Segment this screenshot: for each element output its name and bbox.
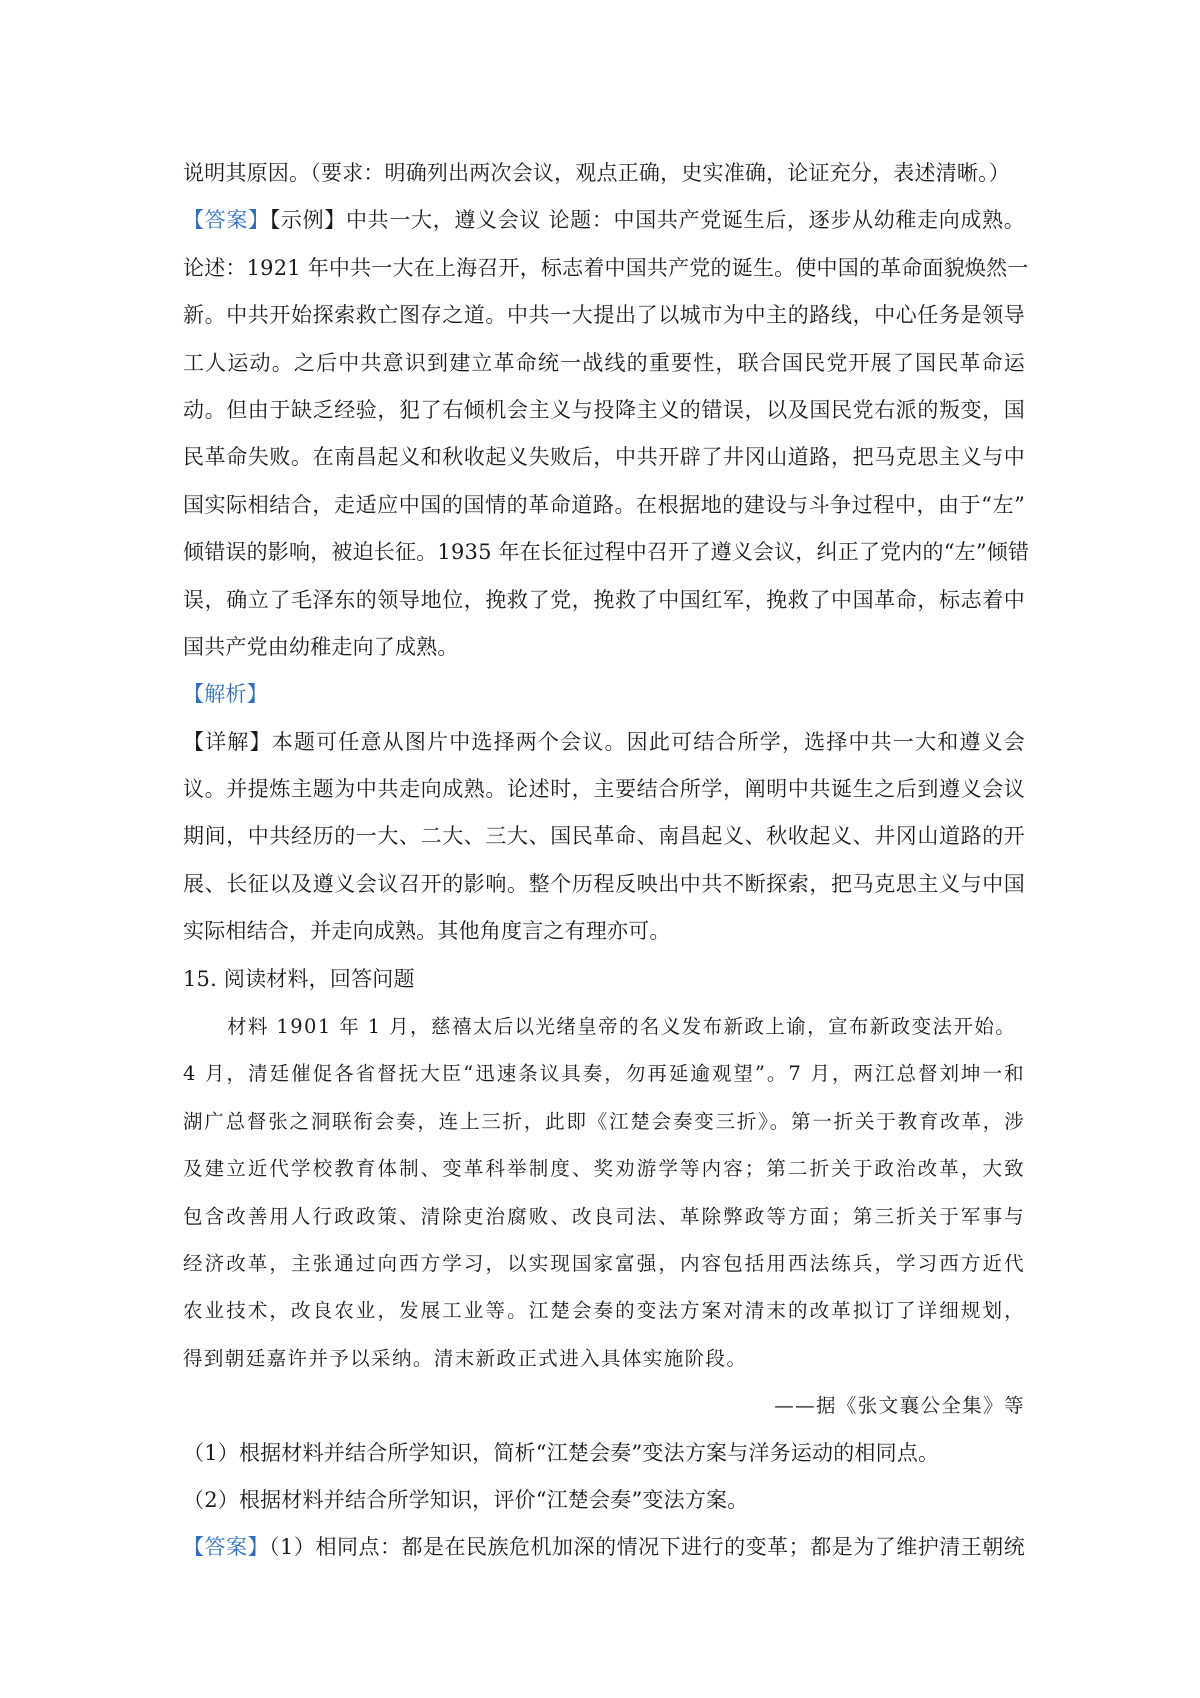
analysis-tag: 【解析】 <box>183 682 268 707</box>
material-source: ——据《张文襄公全集》等 <box>774 1394 1025 1418</box>
answer-tag: 【答案】 <box>183 1535 270 1560</box>
text-line: 误，确立了毛泽东的领导地位，挽救了党，挽救了中国红军，挽救了中国革命，标志着中 <box>183 587 1025 612</box>
material-line: 湖广总督张之洞联衔会奏，连上三折，此即《江楚会奏变三折》。第一折关于教育改革，涉 <box>183 1109 1025 1133</box>
answer-line <box>183 197 1025 244</box>
sub-question-1: （1）根据材料并结合所学知识，简析“江楚会奏”变法方案与洋务运动的相同点。 <box>183 1440 940 1465</box>
text-line: 国共产党由幼稚走向了成熟。 <box>183 634 459 659</box>
text-line: 【详解】本题可任意从图片中选择两个会议。因此可结合所学，选择中共一大和遵义会 <box>183 729 1025 754</box>
answer-tag: 【答案】 <box>183 208 270 233</box>
text-line: 实际相结合，并走向成熟。其他角度言之有理亦可。 <box>183 919 671 944</box>
material-line: 包含改善用人行政政策、清除吏治腐败、改良司法、革除弊政等方面；第三折关于军事与 <box>183 1204 1025 1228</box>
text-line: 倾错误的影响，被迫长征。1935 年在长征过程中召开了遵义会议，纠正了党内的“左”倾错 <box>183 540 1030 565</box>
material-line: 得到朝廷嘉许并予以采纳。清末新政正式进入具体实施阶段。 <box>183 1346 748 1370</box>
material-line: 农业技术，改良农业，发展工业等。江楚会奏的变法方案对清末的改革拟订了详细规划， <box>183 1299 1025 1323</box>
document-page <box>183 150 1030 1572</box>
material-line: 材料 1901 年 1 月，慈禧太后以光绪皇帝的名义发布新政上谕，宣布新政变法开始。 <box>227 1015 1017 1039</box>
question-15-heading: 15. 阅读材料，回答问题 <box>183 966 415 991</box>
text-line: 国实际相结合，走适应中国的国情的革命道路。在根据地的建设与斗争过程中，由于“左” <box>183 492 1025 517</box>
answer-example-text: 【示例】中共一大，遵义会议 论题：中国共产党诞生后，逐步从幼稚走向成熟。 <box>269 208 1025 233</box>
material-line: 及建立近代学校教育体制、变革科举制度、奖劝游学等内容；第二折关于政治改革，大致 <box>183 1157 1025 1181</box>
text-line: 工人运动。之后中共意识到建立革命统一战线的重要性，联合国民党开展了国民革命运 <box>183 350 1025 375</box>
text-line: 民革命失败。在南昌起义和秋收起义失败后，中共开辟了井冈山道路，把马克思主义与中 <box>183 445 1025 470</box>
material-line: 4 月，清廷催促各省督抚大臣“迅速条议具奏，勿再延逾观望”。7 月，两江总督刘坤一和 <box>183 1062 1025 1086</box>
text-line: 新。中共开始探索救亡图存之道。中共一大提出了以城市为中主的路线，中心任务是领导 <box>183 303 1025 328</box>
text-line: 展、长征以及遵义会议召开的影响。整个历程反映出中共不断探索，把马克思主义与中国 <box>183 871 1025 896</box>
text-line: 说明其原因。（要求：明确列出两次会议，观点正确，史实准确，论证充分，表述清晰。） <box>183 161 1010 185</box>
text-line: 议。并提炼主题为中共走向成熟。论述时，主要结合所学，阐明中共诞生之后到遵义会议 <box>183 777 1025 802</box>
answer-line <box>183 1524 1025 1571</box>
text-line: 期间，中共经历的一大、二大、三大、国民革命、南昌起义、秋收起义、井冈山道路的开 <box>183 824 1025 849</box>
answer-text: （1）相同点：都是在民族危机加深的情况下进行的变革；都是为了维护清王朝统 <box>269 1535 1025 1560</box>
text-line: 论述：1921 年中共一大在上海召开，标志着中国共产党的诞生。使中国的革命面貌焕然一 <box>183 255 1029 280</box>
analysis-line <box>183 671 1025 718</box>
material-line: 经济改革，主张通过向西方学习，以实现国家富强，内容包括用西法练兵，学习西方近代 <box>183 1251 1025 1275</box>
text-line: 动。但由于缺乏经验，犯了右倾机会主义与投降主义的错误，以及国民党右派的叛变，国 <box>183 397 1025 422</box>
sub-question-2: （2）根据材料并结合所学知识，评价“江楚会奏”变法方案。 <box>183 1487 749 1512</box>
